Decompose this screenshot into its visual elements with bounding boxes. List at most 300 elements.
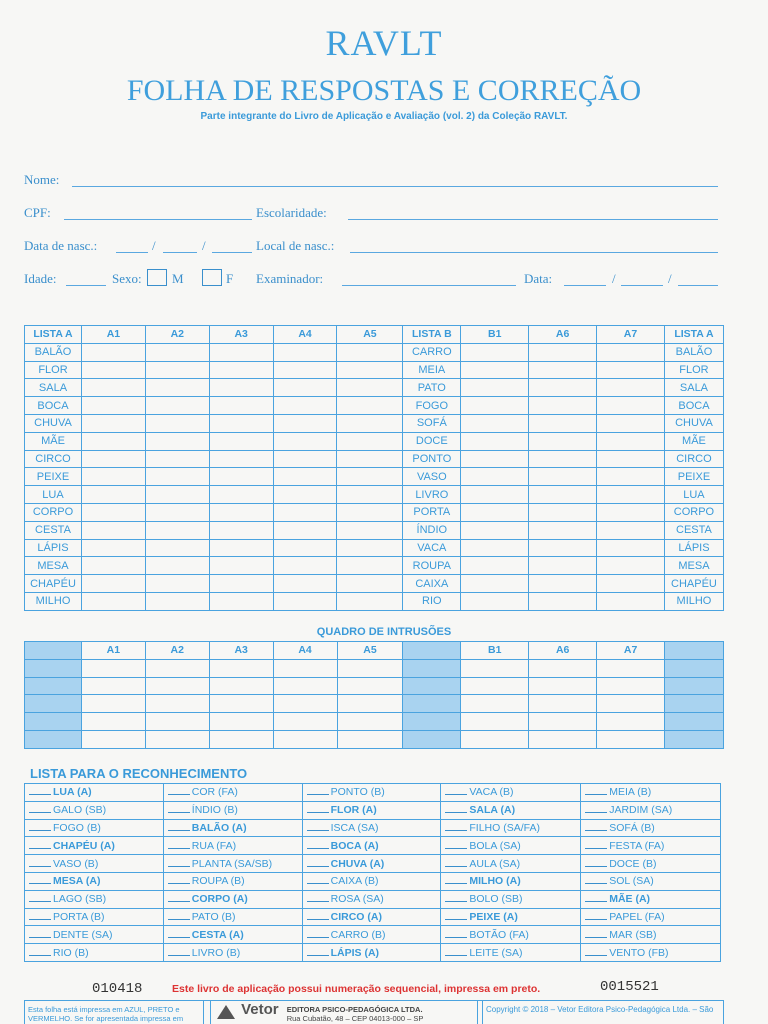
intrusion-cell[interactable] <box>81 695 145 713</box>
response-cell[interactable] <box>81 539 145 557</box>
intrusion-cell[interactable] <box>145 713 209 731</box>
answer-blank[interactable] <box>307 948 329 956</box>
response-cell[interactable] <box>461 575 529 593</box>
intrusion-cell[interactable] <box>273 659 337 677</box>
answer-blank[interactable] <box>29 805 51 813</box>
response-cell[interactable] <box>81 343 145 361</box>
word-cell: SALA <box>25 379 82 397</box>
recognition-item[interactable] <box>302 819 441 837</box>
word-cell: FLOR <box>664 361 723 379</box>
intrusion-cell[interactable] <box>529 713 597 731</box>
intrusion-cell[interactable] <box>529 695 597 713</box>
response-cell[interactable] <box>461 521 529 539</box>
intrusion-cell[interactable] <box>337 659 403 677</box>
data-month-field[interactable] <box>621 285 663 286</box>
word-cell: PATO <box>403 379 461 397</box>
response-cell[interactable] <box>529 503 597 521</box>
response-cell[interactable] <box>209 503 273 521</box>
recognition-item[interactable] <box>302 855 441 873</box>
intrusion-cell[interactable] <box>597 730 665 748</box>
response-cell[interactable] <box>145 521 209 539</box>
response-cell[interactable] <box>209 486 273 504</box>
intrusion-cell[interactable] <box>273 713 337 731</box>
word-cell: LUA <box>25 486 82 504</box>
response-cell[interactable] <box>209 521 273 539</box>
answer-blank[interactable] <box>445 930 467 938</box>
answer-blank[interactable] <box>168 859 190 867</box>
response-cell[interactable] <box>145 432 209 450</box>
answer-blank[interactable] <box>445 805 467 813</box>
recognition-item[interactable] <box>25 784 164 802</box>
response-cell[interactable] <box>597 397 665 415</box>
recognition-item[interactable] <box>581 908 721 926</box>
main-header-cell: A2 <box>145 326 209 344</box>
response-cell[interactable] <box>145 539 209 557</box>
data-nasc-day-field[interactable] <box>116 252 148 253</box>
recognition-item[interactable] <box>163 908 302 926</box>
response-cell[interactable] <box>145 575 209 593</box>
response-cell[interactable] <box>273 486 337 504</box>
escolaridade-field[interactable] <box>348 219 718 220</box>
response-cell[interactable] <box>337 379 403 397</box>
intrusion-cell[interactable] <box>597 659 665 677</box>
answer-blank[interactable] <box>29 930 51 938</box>
recognition-item[interactable] <box>163 855 302 873</box>
intrusion-cell[interactable] <box>337 677 403 695</box>
recognition-word: LUA (A) <box>53 786 92 799</box>
recognition-item[interactable] <box>302 890 441 908</box>
recognition-item[interactable] <box>25 819 164 837</box>
response-cell[interactable] <box>337 361 403 379</box>
response-cell[interactable] <box>273 592 337 610</box>
response-cell[interactable] <box>145 361 209 379</box>
answer-blank[interactable] <box>168 948 190 956</box>
response-cell[interactable] <box>273 539 337 557</box>
response-cell[interactable] <box>461 432 529 450</box>
answer-blank[interactable] <box>168 805 190 813</box>
response-cell[interactable] <box>597 503 665 521</box>
response-cell[interactable] <box>81 486 145 504</box>
answer-blank[interactable] <box>445 876 467 884</box>
response-cell[interactable] <box>145 379 209 397</box>
shaded-cell <box>665 677 724 695</box>
response-cell[interactable] <box>337 468 403 486</box>
recognition-item[interactable] <box>441 801 581 819</box>
response-cell[interactable] <box>81 397 145 415</box>
response-cell[interactable] <box>529 397 597 415</box>
response-cell[interactable] <box>145 343 209 361</box>
response-cell[interactable] <box>461 361 529 379</box>
answer-blank[interactable] <box>445 841 467 849</box>
response-cell[interactable] <box>81 361 145 379</box>
recognition-item[interactable] <box>581 855 721 873</box>
intrusion-cell[interactable] <box>461 677 529 695</box>
answer-blank[interactable] <box>585 805 607 813</box>
local-nasc-field[interactable] <box>350 252 718 253</box>
response-cell[interactable] <box>461 539 529 557</box>
recognition-item[interactable] <box>441 784 581 802</box>
response-cell[interactable] <box>145 450 209 468</box>
idade-field[interactable] <box>66 285 106 286</box>
sexo-f-checkbox[interactable] <box>202 269 222 286</box>
response-cell[interactable] <box>461 592 529 610</box>
table-row <box>25 801 721 819</box>
response-cell[interactable] <box>81 503 145 521</box>
response-cell[interactable] <box>461 486 529 504</box>
answer-blank[interactable] <box>307 930 329 938</box>
recognition-item[interactable] <box>302 801 441 819</box>
response-cell[interactable] <box>461 379 529 397</box>
intrusion-cell[interactable] <box>145 730 209 748</box>
answer-blank[interactable] <box>445 894 467 902</box>
response-cell[interactable] <box>273 468 337 486</box>
intrusion-cell[interactable] <box>529 677 597 695</box>
word-cell: MEIA <box>403 361 461 379</box>
intrusion-cell[interactable] <box>273 677 337 695</box>
response-cell[interactable] <box>145 557 209 575</box>
answer-blank[interactable] <box>29 894 51 902</box>
response-cell[interactable] <box>461 468 529 486</box>
response-cell[interactable] <box>529 450 597 468</box>
intrusion-cell[interactable] <box>209 730 273 748</box>
response-cell[interactable] <box>597 450 665 468</box>
answer-blank[interactable] <box>29 948 51 956</box>
response-cell[interactable] <box>337 414 403 432</box>
recognition-item[interactable] <box>581 837 721 855</box>
recognition-item[interactable] <box>581 872 721 890</box>
word-cell: CIRCO <box>25 450 82 468</box>
intrusion-cell[interactable] <box>597 713 665 731</box>
intrusion-cell[interactable] <box>273 695 337 713</box>
response-cell[interactable] <box>529 486 597 504</box>
answer-blank[interactable] <box>307 894 329 902</box>
response-cell[interactable] <box>461 397 529 415</box>
response-cell[interactable] <box>529 468 597 486</box>
response-cell[interactable] <box>337 557 403 575</box>
response-cell[interactable] <box>273 343 337 361</box>
response-cell[interactable] <box>337 539 403 557</box>
response-cell[interactable] <box>461 414 529 432</box>
response-cell[interactable] <box>273 503 337 521</box>
response-cell[interactable] <box>145 592 209 610</box>
recognition-item[interactable] <box>302 784 441 802</box>
response-cell[interactable] <box>529 432 597 450</box>
intrusion-cell[interactable] <box>461 659 529 677</box>
cpf-field[interactable] <box>64 219 252 220</box>
response-cell[interactable] <box>209 343 273 361</box>
intrusion-cell[interactable] <box>209 713 273 731</box>
answer-blank[interactable] <box>585 841 607 849</box>
nome-field[interactable] <box>72 186 718 187</box>
recognition-item[interactable] <box>581 819 721 837</box>
answer-blank[interactable] <box>29 876 51 884</box>
intrusion-cell[interactable] <box>81 677 145 695</box>
answer-blank[interactable] <box>168 912 190 920</box>
recognition-item[interactable] <box>25 837 164 855</box>
answer-blank[interactable] <box>445 948 467 956</box>
recognition-item[interactable] <box>441 890 581 908</box>
intrusion-cell[interactable] <box>81 713 145 731</box>
intrusion-cell[interactable] <box>597 695 665 713</box>
recognition-item[interactable] <box>25 872 164 890</box>
recognition-item[interactable] <box>581 944 721 962</box>
response-cell[interactable] <box>209 539 273 557</box>
data-year-field[interactable] <box>678 285 718 286</box>
recognition-item[interactable] <box>441 944 581 962</box>
intrusion-header-cell: A3 <box>209 642 273 660</box>
response-cell[interactable] <box>145 486 209 504</box>
intrusion-cell[interactable] <box>337 695 403 713</box>
recognition-item[interactable] <box>25 890 164 908</box>
answer-blank[interactable] <box>168 823 190 831</box>
response-cell[interactable] <box>529 379 597 397</box>
response-cell[interactable] <box>81 379 145 397</box>
response-cell[interactable] <box>597 414 665 432</box>
response-cell[interactable] <box>209 468 273 486</box>
recognition-item[interactable] <box>163 926 302 944</box>
intrusion-cell[interactable] <box>209 659 273 677</box>
response-cell[interactable] <box>529 539 597 557</box>
response-cell[interactable] <box>597 432 665 450</box>
examinador-field[interactable] <box>342 285 516 286</box>
response-cell[interactable] <box>597 343 665 361</box>
recognition-item[interactable] <box>441 855 581 873</box>
recognition-item[interactable] <box>163 837 302 855</box>
word-cell: MÃE <box>25 432 82 450</box>
response-cell[interactable] <box>81 521 145 539</box>
shaded-cell <box>25 659 82 677</box>
response-cell[interactable] <box>273 361 337 379</box>
intrusion-cell[interactable] <box>597 677 665 695</box>
recognition-item[interactable] <box>302 837 441 855</box>
intrusion-cell[interactable] <box>145 695 209 713</box>
answer-blank[interactable] <box>585 930 607 938</box>
answer-blank[interactable] <box>307 859 329 867</box>
intrusion-cell[interactable] <box>273 730 337 748</box>
recognition-item[interactable] <box>302 872 441 890</box>
recognition-item[interactable] <box>25 926 164 944</box>
response-cell[interactable] <box>209 379 273 397</box>
recognition-word: MEIA (B) <box>609 786 652 799</box>
word-cell: PEIXE <box>664 468 723 486</box>
recognition-item[interactable] <box>441 908 581 926</box>
response-cell[interactable] <box>273 414 337 432</box>
intrusion-cell[interactable] <box>529 730 597 748</box>
answer-blank[interactable] <box>445 787 467 795</box>
recognition-word: BOCA (A) <box>330 839 379 852</box>
response-cell[interactable] <box>145 503 209 521</box>
response-cell[interactable] <box>337 450 403 468</box>
word-cell: CAIXA <box>403 575 461 593</box>
recognition-item[interactable] <box>441 926 581 944</box>
answer-blank[interactable] <box>29 912 51 920</box>
recognition-item[interactable] <box>441 837 581 855</box>
answer-blank[interactable] <box>307 912 329 920</box>
answer-blank[interactable] <box>168 787 190 795</box>
response-cell[interactable] <box>209 575 273 593</box>
recognition-item[interactable] <box>163 784 302 802</box>
answer-blank[interactable] <box>445 912 467 920</box>
sexo-m-checkbox[interactable] <box>147 269 167 286</box>
response-cell[interactable] <box>461 343 529 361</box>
response-cell[interactable] <box>461 503 529 521</box>
response-cell[interactable] <box>337 592 403 610</box>
intrusion-cell[interactable] <box>461 713 529 731</box>
response-cell[interactable] <box>209 557 273 575</box>
response-cell[interactable] <box>597 521 665 539</box>
data-day-field[interactable] <box>564 285 606 286</box>
response-cell[interactable] <box>337 503 403 521</box>
table-row <box>25 521 724 539</box>
recognition-word: LEITE (SA) <box>469 946 523 959</box>
response-cell[interactable] <box>209 361 273 379</box>
response-cell[interactable] <box>145 468 209 486</box>
response-cell[interactable] <box>209 592 273 610</box>
response-cell[interactable] <box>337 575 403 593</box>
response-cell[interactable] <box>273 521 337 539</box>
response-cell[interactable] <box>597 468 665 486</box>
response-cell[interactable] <box>273 557 337 575</box>
answer-blank[interactable] <box>445 859 467 867</box>
intrusion-cell[interactable] <box>461 695 529 713</box>
response-cell[interactable] <box>81 450 145 468</box>
answer-blank[interactable] <box>585 948 607 956</box>
recognition-item[interactable] <box>163 819 302 837</box>
response-cell[interactable] <box>209 397 273 415</box>
answer-blank[interactable] <box>585 876 607 884</box>
answer-blank[interactable] <box>29 823 51 831</box>
recognition-item[interactable] <box>581 926 721 944</box>
document-title: RAVLT <box>325 23 443 63</box>
recognition-item[interactable] <box>441 872 581 890</box>
intrusion-cell[interactable] <box>145 677 209 695</box>
response-cell[interactable] <box>273 397 337 415</box>
response-cell[interactable] <box>597 379 665 397</box>
response-cell[interactable] <box>529 343 597 361</box>
word-cell: MÃE <box>664 432 723 450</box>
response-cell[interactable] <box>209 432 273 450</box>
answer-blank[interactable] <box>585 859 607 867</box>
intrusion-cell[interactable] <box>337 730 403 748</box>
response-cell[interactable] <box>145 397 209 415</box>
answer-blank[interactable] <box>29 841 51 849</box>
recognition-word: MÃE (A) <box>609 893 651 906</box>
data-nasc-year-field[interactable] <box>212 252 252 253</box>
intrusion-cell[interactable] <box>81 659 145 677</box>
response-cell[interactable] <box>81 414 145 432</box>
recognition-item[interactable] <box>163 801 302 819</box>
recognition-item[interactable] <box>441 819 581 837</box>
answer-blank[interactable] <box>307 823 329 831</box>
answer-blank[interactable] <box>168 894 190 902</box>
response-cell[interactable] <box>337 432 403 450</box>
response-cell[interactable] <box>529 521 597 539</box>
response-cell[interactable] <box>273 432 337 450</box>
data-label: Data: <box>524 271 553 286</box>
recognition-item[interactable] <box>581 784 721 802</box>
recognition-item[interactable] <box>302 926 441 944</box>
answer-blank[interactable] <box>168 930 190 938</box>
intrusion-cell[interactable] <box>209 695 273 713</box>
recognition-item[interactable] <box>25 944 164 962</box>
response-cell[interactable] <box>529 414 597 432</box>
answer-blank[interactable] <box>445 823 467 831</box>
answer-blank[interactable] <box>307 787 329 795</box>
response-cell[interactable] <box>529 557 597 575</box>
response-cell[interactable] <box>81 592 145 610</box>
recognition-item[interactable] <box>581 801 721 819</box>
response-cell[interactable] <box>597 557 665 575</box>
response-cell[interactable] <box>81 557 145 575</box>
response-cell[interactable] <box>337 486 403 504</box>
answer-blank[interactable] <box>585 787 607 795</box>
recognition-item[interactable] <box>163 944 302 962</box>
response-cell[interactable] <box>597 592 665 610</box>
response-cell[interactable] <box>337 343 403 361</box>
response-cell[interactable] <box>81 432 145 450</box>
response-cell[interactable] <box>597 486 665 504</box>
intrusion-cell[interactable] <box>81 730 145 748</box>
table-row <box>25 855 721 873</box>
intrusion-cell[interactable] <box>145 659 209 677</box>
response-cell[interactable] <box>597 361 665 379</box>
response-cell[interactable] <box>461 450 529 468</box>
data-nasc-month-field[interactable] <box>163 252 197 253</box>
response-cell[interactable] <box>597 539 665 557</box>
recognition-item[interactable] <box>25 801 164 819</box>
shaded-cell <box>25 713 82 731</box>
recognition-item[interactable] <box>302 908 441 926</box>
response-cell[interactable] <box>337 521 403 539</box>
answer-blank[interactable] <box>168 876 190 884</box>
answer-blank[interactable] <box>168 841 190 849</box>
response-cell[interactable] <box>273 379 337 397</box>
response-cell[interactable] <box>529 575 597 593</box>
recognition-item[interactable] <box>163 872 302 890</box>
response-cell[interactable] <box>81 468 145 486</box>
response-cell[interactable] <box>81 575 145 593</box>
response-cell[interactable] <box>597 575 665 593</box>
response-cell[interactable] <box>529 361 597 379</box>
answer-blank[interactable] <box>307 841 329 849</box>
intrusion-cell[interactable] <box>461 730 529 748</box>
response-cell[interactable] <box>529 592 597 610</box>
answer-blank[interactable] <box>585 823 607 831</box>
intrusion-cell[interactable] <box>209 677 273 695</box>
answer-blank[interactable] <box>585 894 607 902</box>
response-cell[interactable] <box>209 414 273 432</box>
response-cell[interactable] <box>209 450 273 468</box>
answer-blank[interactable] <box>29 787 51 795</box>
intrusion-cell[interactable] <box>337 713 403 731</box>
intrusion-cell[interactable] <box>529 659 597 677</box>
response-cell[interactable] <box>273 575 337 593</box>
answer-blank[interactable] <box>585 912 607 920</box>
answer-blank[interactable] <box>307 805 329 813</box>
recognition-item[interactable] <box>581 890 721 908</box>
response-cell[interactable] <box>337 397 403 415</box>
recognition-item[interactable] <box>163 890 302 908</box>
response-cell[interactable] <box>145 414 209 432</box>
response-cell[interactable] <box>273 450 337 468</box>
recognition-item[interactable] <box>25 855 164 873</box>
recognition-item[interactable] <box>25 908 164 926</box>
recognition-item[interactable] <box>302 944 441 962</box>
recognition-word: RUA (FA) <box>191 839 237 852</box>
answer-blank[interactable] <box>29 859 51 867</box>
response-cell[interactable] <box>461 557 529 575</box>
answer-blank[interactable] <box>307 876 329 884</box>
